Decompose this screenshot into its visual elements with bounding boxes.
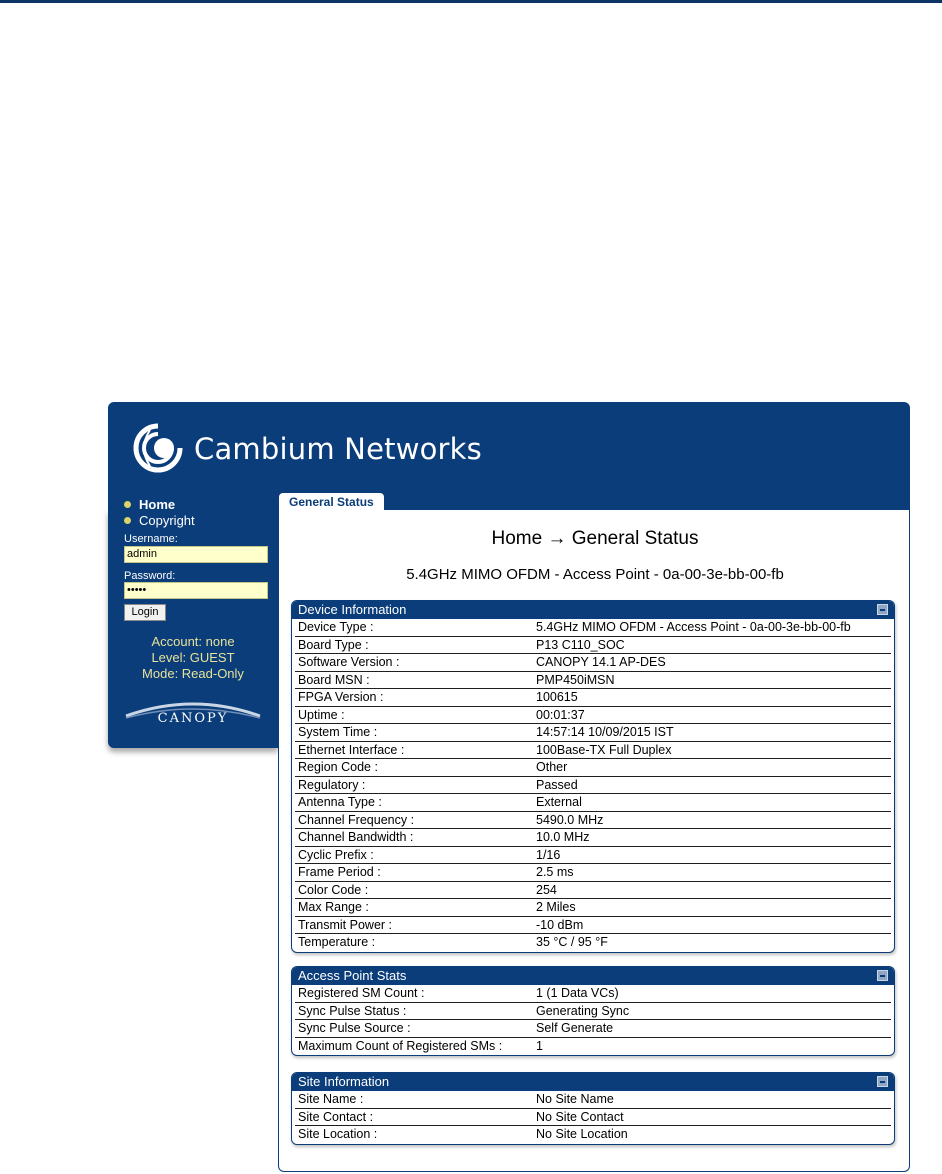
table-row [295,1003,891,1021]
table-row [295,1038,891,1056]
field-value: 00:01:37 [536,707,585,722]
ap-stats-rows [292,985,894,1055]
field-name: Software Version : [298,655,400,669]
canopy-logo [122,694,264,728]
account-status: Account: none [151,634,235,649]
field-name: Site Contact : [298,1109,374,1124]
field-value: 1/16 [536,847,561,862]
table-row [295,1020,891,1038]
panel-header [292,601,894,619]
field-value: Other [536,760,568,774]
table-row [295,742,891,760]
table-row [295,637,891,655]
field-name: Frame Period : [298,865,381,879]
field-name: Cyclic Prefix : [298,847,374,862]
field-name: Device Type : [298,620,374,634]
nav-home-label: Home [139,497,176,512]
field-name: System Time : [298,725,378,739]
device-subtitle: 5.4GHz MIMO OFDM - Access Point - 0a-00-3e-bb-00-fb [406,566,784,583]
panel-header [292,967,894,985]
main-content [278,495,910,1172]
site-info-rows [292,1091,894,1144]
field-name: Transmit Power : [298,917,393,932]
field-value: Passed [536,777,578,792]
field-name: Uptime : [298,707,345,722]
field-name: Channel Bandwidth : [298,830,414,844]
nav-bullet-icon [124,501,131,508]
field-value: Generating Sync [536,1003,630,1018]
table-row [295,1126,891,1144]
collapse-panel-icon[interactable] [877,970,888,981]
table-row [295,899,891,917]
field-value: 10.0 MHz [536,830,590,844]
canopy-logo-text: CANOPY [157,711,229,726]
field-value: 2.5 ms [536,865,574,879]
field-value: Self Generate [536,1021,614,1035]
field-name: Board Type : [298,637,369,652]
field-name: Antenna Type : [298,795,382,809]
field-value: 100615 [536,690,578,704]
field-name: Region Code : [298,760,378,774]
field-name: Regulatory : [298,777,366,792]
login-button[interactable]: Login [124,604,166,621]
nav-home[interactable] [124,497,175,512]
table-row [295,812,891,830]
brand-name: Cambium Networks [194,432,482,466]
username-label: Username: [124,533,178,545]
table-row [295,829,891,847]
field-value: 14:57:14 10/09/2015 IST [536,725,674,739]
field-value: 100Base-TX Full Duplex [536,742,672,757]
mode-status: Mode: Read-Only [142,666,244,681]
password-label: Password: [124,570,176,582]
field-value: 1 [536,1038,543,1053]
table-row [295,985,891,1003]
field-name: Temperature : [298,935,376,949]
table-row [295,1091,891,1109]
table-row [295,847,891,865]
field-value: -10 dBm [536,917,584,932]
access-point-stats-panel [291,966,895,1056]
field-value: 254 [536,882,557,897]
table-row [295,777,891,795]
username-input[interactable]: admin [124,546,268,563]
field-value: No Site Location [536,1127,628,1141]
collapse-panel-icon[interactable] [877,1076,888,1087]
table-row [295,1109,891,1127]
top-rule [0,0,942,3]
table-row [295,619,891,637]
field-value: No Site Contact [536,1109,624,1124]
table-row [295,672,891,690]
field-value: No Site Name [536,1092,614,1106]
table-row [295,917,891,935]
collapse-panel-icon[interactable] [877,604,888,615]
field-value: PMP450iMSN [536,672,615,687]
field-value: 2 Miles [536,900,576,914]
field-value: P13 C110_SOC [536,637,625,652]
table-row [295,864,891,882]
table-row [295,882,891,900]
table-row [295,759,891,777]
table-row [295,707,891,725]
site-information-panel [291,1072,895,1145]
level-status: Level: GUEST [151,650,235,665]
field-name: Ethernet Interface : [298,742,405,757]
field-value: External [536,795,582,809]
field-name: Color Code : [298,882,369,897]
device-information-panel [291,600,895,953]
app-frame [108,402,910,1172]
field-name: Max Range : [298,900,369,914]
field-value: 5.4GHz MIMO OFDM - Access Point - 0a-00-3e-bb-00-fb [536,620,851,634]
password-input[interactable]: ••••• [124,582,268,599]
nav-bullet-icon [124,517,131,524]
nav-copyright[interactable] [124,513,195,528]
device-info-rows [292,619,894,952]
field-name: Sync Pulse Source : [298,1021,411,1035]
field-value: CANOPY 14.1 AP-DES [536,655,666,669]
panel-title: Access Point Stats [298,968,407,983]
table-row [295,724,891,742]
table-row [295,689,891,707]
field-value: 5490.0 MHz [536,812,604,827]
field-name: Site Location : [298,1127,378,1141]
tab-general-status[interactable]: General Status [279,493,384,511]
field-name: Site Name : [298,1092,364,1106]
field-value: 1 (1 Data VCs) [536,986,619,1000]
page-title: Home → General Status [491,528,699,549]
nav-copyright-label: Copyright [139,513,195,528]
table-row [295,654,891,672]
panel-title: Device Information [298,602,407,617]
field-value: 35 °C / 95 °F [536,935,608,949]
field-name: Board MSN : [298,672,370,687]
field-name: Maximum Count of Registered SMs : [298,1038,503,1053]
header-banner [108,402,910,510]
field-name: Channel Frequency : [298,812,415,827]
cambium-logo-icon [130,420,186,476]
field-name: FPGA Version : [298,690,384,704]
table-row [295,934,891,952]
panel-title: Site Information [298,1074,390,1089]
table-row [295,794,891,812]
panel-header [292,1073,894,1091]
field-name: Sync Pulse Status : [298,1003,407,1018]
field-name: Registered SM Count : [298,986,425,1000]
